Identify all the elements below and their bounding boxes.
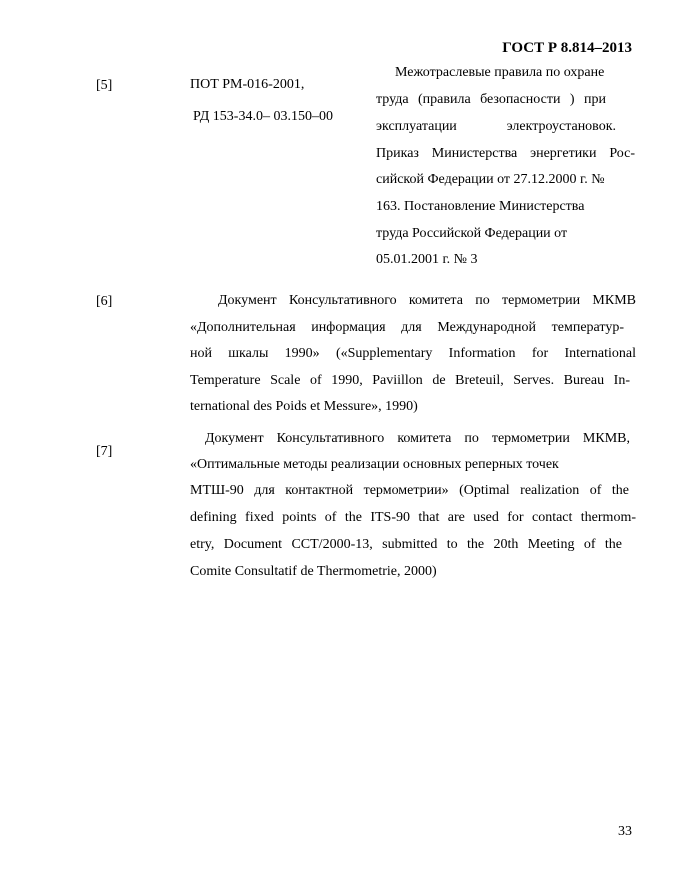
reference-text-line: «Оптимальные методы реализации основных реперных точек xyxy=(190,457,559,472)
reference-text-line: etry, Document CCT/2000-13, submitted to the 20th Meeting of the xyxy=(190,537,622,552)
reference-text-line: «Дополнительная информация для Международной температур- xyxy=(190,320,624,335)
reference-text-line: сийской Федерации от 27.12.2000 г. № xyxy=(376,172,605,187)
reference-text-line: Приказ Министерства энергетики Рос- xyxy=(376,146,635,161)
reference-text-line: МТШ-90 для контактной термометрии» (Optimal realization of the xyxy=(190,483,629,498)
reference-text-line: эксплуатации электроустановок. xyxy=(376,119,616,134)
reference-text-line: Межотраслевые правила по охране xyxy=(395,65,605,80)
reference-text-line: Документ Консультативного комитета по термометрии МКМВ xyxy=(218,293,636,308)
reference-text-line: Comite Consultatif de Thermometrie, 2000) xyxy=(190,564,437,579)
page-number: 33 xyxy=(618,824,632,839)
reference-text-line: Документ Консультативного комитета по термометрии МКМВ, xyxy=(205,431,630,446)
reference-text-line: ternational des Poids et Messure», 1990) xyxy=(190,399,418,414)
reference-number: [6] xyxy=(96,294,113,309)
reference-designation-line: РД 153-34.0– 03.150–00 xyxy=(193,109,333,124)
reference-text-line: труда (правила безопасности ) при xyxy=(376,92,606,107)
standard-designation: ГОСТ Р 8.814–2013 xyxy=(502,40,632,56)
reference-text-line: 05.01.2001 г. № 3 xyxy=(376,252,478,267)
reference-text-line: defining fixed points of the ITS-90 that are used for contact thermom- xyxy=(190,510,636,525)
reference-text-line: труда Российской Федерации от xyxy=(376,226,568,241)
reference-number: [5] xyxy=(96,78,113,93)
reference-text-line: ной шкалы 1990» («Supplementary Information for International xyxy=(190,346,636,361)
reference-designation-line: ПОТ РМ-016-2001, xyxy=(190,77,305,92)
reference-text-line: Temperature Scale of 1990, Paviillon de Breteuil, Serves. Bureau In- xyxy=(190,373,630,388)
reference-number: [7] xyxy=(96,444,113,459)
reference-text-line: 163. Постановление Министерства xyxy=(376,199,585,214)
